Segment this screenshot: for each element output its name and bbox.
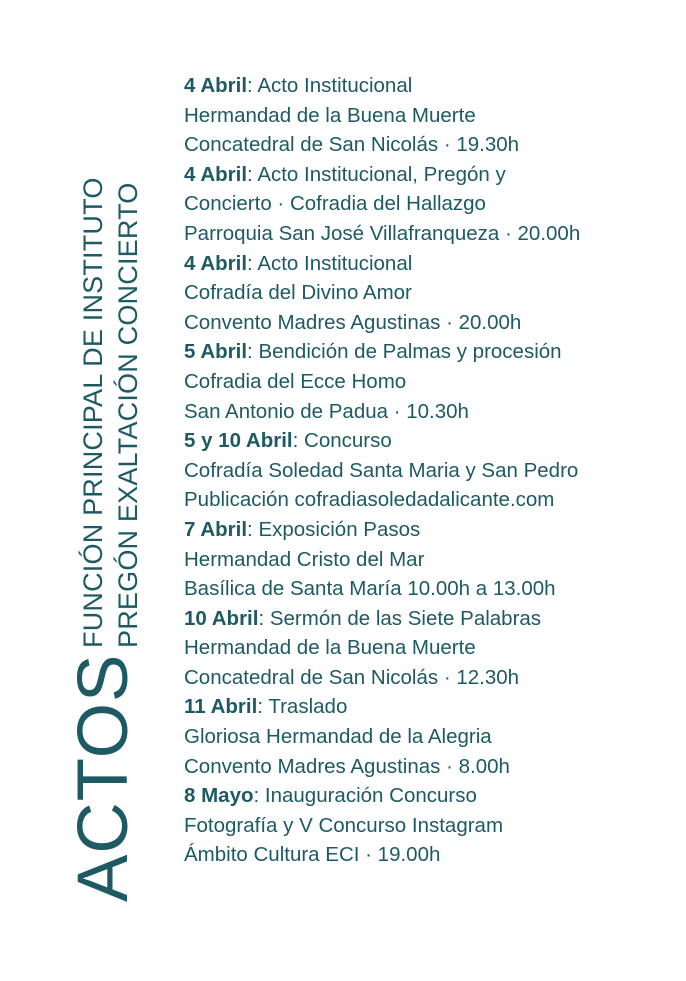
event-organizer: Hermandad de la Buena Muerte [184, 103, 476, 127]
event-title: Inauguración Concurso [264, 784, 477, 808]
event-title: Acto Institucional [257, 251, 413, 275]
event-organizer: Fotografía y V Concurso Instagram [184, 813, 504, 837]
event-item [184, 71, 674, 160]
event-separator: : [257, 695, 269, 719]
event-heading [184, 71, 674, 101]
event-heading [184, 426, 674, 456]
event-location: Concatedral de San Nicolás · 19.30h [184, 133, 520, 157]
event-organizer: Cofradia del Ecce Homo [184, 369, 407, 393]
sidebar [0, 0, 170, 981]
event-heading [184, 160, 674, 190]
event-heading [184, 692, 674, 722]
event-organizer: Cofradía Soledad Santa Maria y San Pedro [184, 458, 579, 482]
event-item [184, 515, 674, 604]
event-date: 5 y 10 Abril [184, 429, 293, 453]
event-title: Acto Institucional, Pregón y [257, 162, 506, 186]
event-location: Convento Madres Agustinas · 8.00h [184, 754, 510, 778]
event-item [184, 426, 674, 515]
event-organizer: Concierto · Cofradia del Hallazgo [184, 192, 486, 216]
event-organizer: Gloriosa Hermandad de la Alegria [184, 725, 492, 749]
event-date: 11 Abril [184, 695, 258, 719]
event-heading [184, 781, 674, 811]
event-date: 5 Abril [184, 340, 248, 364]
event-separator: : [253, 784, 265, 808]
event-item [184, 604, 674, 693]
event-date: 7 Abril [184, 517, 248, 541]
event-title: Bendición de Palmas y procesión [258, 340, 562, 364]
event-organizer: Cofradía del Divino Amor [184, 281, 412, 305]
event-item [184, 781, 674, 870]
event-title: Traslado [268, 695, 348, 719]
event-separator: : [247, 74, 258, 97]
event-separator: : [292, 429, 305, 453]
event-date: 8 Mayo [184, 784, 254, 808]
event-heading [184, 249, 674, 279]
event-separator: : [247, 340, 259, 364]
event-heading [184, 604, 674, 634]
event-heading [184, 337, 674, 367]
event-heading [184, 515, 674, 545]
event-date: 4 Abril [184, 162, 248, 186]
event-location: Convento Madres Agustinas · 20.00h [184, 310, 522, 334]
event-item [184, 692, 674, 781]
event-title: Exposición Pasos [258, 517, 421, 541]
event-title: Sermón de las Siete Palabras [269, 606, 542, 630]
event-location: San Antonio de Padua · 10.30h [184, 399, 469, 423]
event-title: Acto Institucional [257, 74, 413, 97]
page-subtitle-2: PREGÓN EXALTACIÓN CONCIERTO [113, 182, 143, 648]
event-separator: : [247, 517, 259, 541]
event-date: 10 Abril [184, 606, 259, 630]
event-organizer: Hermandad de la Buena Muerte [184, 636, 476, 660]
event-separator: : [247, 251, 258, 275]
event-location: Ámbito Cultura ECI · 19.00h [184, 843, 441, 867]
event-location: Parroquia San José Villafranqueza · 20.00h [184, 221, 581, 245]
event-date: 4 Abril [184, 74, 248, 97]
page-title: ACTOS [64, 653, 143, 902]
event-separator: : [247, 162, 258, 186]
event-location: Publicación cofradiasoledadalicante.com [184, 488, 555, 512]
event-location: Concatedral de San Nicolás · 12.30h [184, 665, 520, 689]
event-separator: : [258, 606, 270, 630]
events-list [184, 71, 674, 870]
event-organizer: Hermandad Cristo del Mar [184, 547, 425, 571]
event-item [184, 249, 674, 338]
event-date: 4 Abril [184, 251, 248, 275]
event-item [184, 160, 674, 249]
event-location: Basílica de Santa María 10.00h a 13.00h [184, 577, 556, 601]
page-subtitle-1: FUNCIÓN PRINCIPAL DE INSTITUTO [78, 177, 108, 648]
event-item [184, 337, 674, 426]
event-title: Concurso [304, 429, 392, 453]
